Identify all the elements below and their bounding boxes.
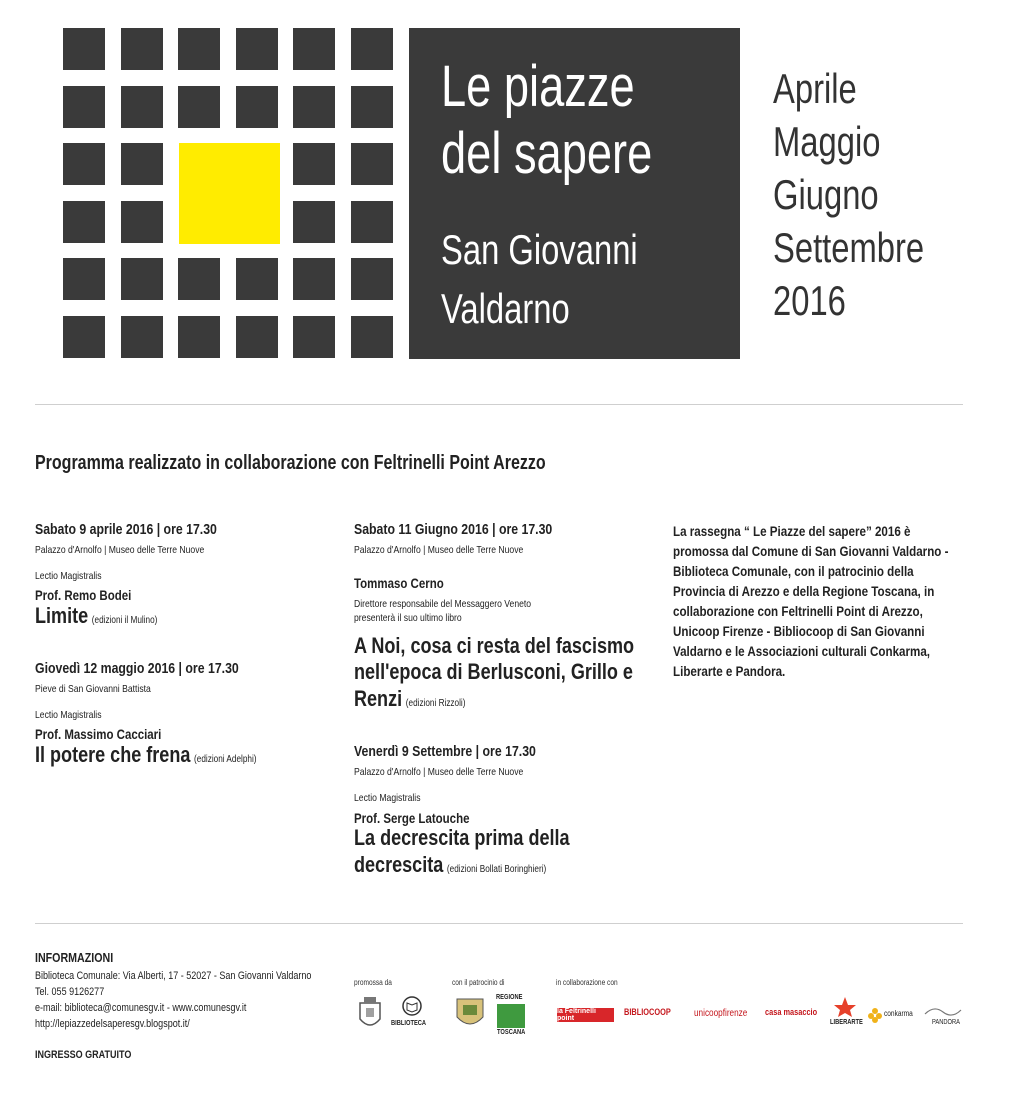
casa-masaccio-logo: casa masaccio [765,1007,818,1017]
event-label: Lectio Magistralis [354,792,421,804]
bibliocoop-logo: BIBLIOCOOP [624,1007,671,1017]
event-date: Sabato 9 aprile 2016 | ore 17.30 [35,521,217,538]
event-title: decrescita [354,852,444,877]
grid-square [63,143,105,185]
unicoop-logo: unicoopfirenze [694,1008,748,1019]
event-role: Direttore responsabile del Messaggero Veneto [354,598,532,610]
event-place: Palazzo d'Arnolfo | Museo delle Terre Nuove [35,544,205,556]
patronage-label: con il patrocinio di [452,978,505,987]
event-date: Venerdì 9 Settembre | ore 17.30 [354,743,536,760]
event-date: Sabato 11 Giugno 2016 | ore 17.30 [354,521,553,538]
biblioteca-book-icon [401,995,423,1017]
event-title: nell'epoca di Berlusconi, Grillo e [354,659,633,684]
event-label: Lectio Magistralis [35,709,102,721]
grid-square [121,86,163,128]
event-title: La decrescita prima della [354,825,570,850]
grid-square [178,86,220,128]
info-entry: INGRESSO GRATUITO [35,1049,132,1061]
info-phone: Tel. 055 9126277 [35,986,105,998]
grid-square [293,258,335,300]
toscana-logo-text: TOSCANA [497,1029,526,1036]
event-edition: (edizioni il Mulino) [91,615,158,626]
liberarte-star-icon [833,996,857,1018]
grid-square [63,28,105,70]
grid-square [178,28,220,70]
grid-square [351,258,393,300]
grid-square [63,316,105,358]
event-place: Pieve di San Giovanni Battista [35,683,151,695]
event-edition: (edizioni Adelphi) [194,754,257,765]
event-role: presenterà il suo ultimo libro [354,612,462,624]
event-date: Giovedì 12 maggio 2016 | ore 17.30 [35,660,239,677]
info-title: INFORMAZIONI [35,950,114,965]
liberarte-logo-text: LIBERARTE [830,1019,863,1026]
conkarma-flower-icon [867,1007,883,1023]
info-address: Biblioteca Comunale: Via Alberti, 17 - 52027 - San Giovanni Valdarno [35,970,312,982]
grid-square [236,258,278,300]
toscana-pegasus-icon [497,1004,525,1028]
divider-top [35,404,963,405]
grid-square [236,316,278,358]
collaboration-label: in collaborazione con [556,978,618,987]
event-place: Palazzo d'Arnolfo | Museo delle Terre Nuove [354,766,524,778]
grid-square [293,28,335,70]
festival-description: La rassegna “ Le Piazze del sapere” 2016 è promossa dal Comune di San Giovanni Valdarno - Biblioteca Comunale, con il patrocinio della Provincia di Arezzo e della Regione Toscana, in collaborazione con Feltrinelli Point di Arezzo, Unicoop Firenze - Bibliocoop di San Giovanni Valdarno e le Associazioni culturali Conkarma, Liberarte e Pandora. [673,524,949,679]
event-title-row [354,686,465,712]
grid-square [236,28,278,70]
event-title-row [354,852,546,878]
year-item: 2016 [773,277,846,324]
event-edition: (edizioni Bollati Boringhieri) [446,864,547,875]
comune-crest-icon [355,995,385,1035]
grid-square [351,86,393,128]
place-line-2: Valdarno [441,285,570,332]
grid-square [293,143,335,185]
event-title-row [35,603,157,629]
event-title: Limite [35,603,89,628]
event-speaker: Prof. Remo Bodei [35,587,132,603]
title-line-1: Le piazze [441,54,635,119]
event-title: Renzi [354,686,403,711]
program-subtitle: Programma realizzato in collaborazione con Feltrinelli Point Arezzo [35,452,546,474]
yellow-square [179,143,280,244]
grid-square [63,258,105,300]
grid-square [351,28,393,70]
grid-square [293,316,335,358]
grid-square [178,258,220,300]
event-title: A Noi, cosa ci resta del fascismo [354,633,635,658]
title-box [409,28,740,359]
grid-square [121,201,163,243]
event-speaker: Prof. Serge Latouche [354,810,470,826]
provincia-crest-icon [453,993,487,1033]
place-line-1: San Giovanni [441,226,638,273]
grid-square [63,86,105,128]
event-label: Lectio Magistralis [35,570,102,582]
event-title-row [35,742,257,768]
event-speaker: Tommaso Cerno [354,575,444,591]
regione-logo-text: REGIONE [496,994,523,1001]
header-grid-logo [63,28,409,359]
event-title: Il potere che frena [35,742,191,767]
month-item: Aprile [773,65,857,112]
event-place: Palazzo d'Arnolfo | Museo delle Terre Nuove [354,544,524,556]
month-item: Maggio [773,118,881,165]
info-email-link[interactable]: e-mail: biblioteca@comunesgv.it - www.comunesgv.it [35,1002,247,1014]
info-blog-link[interactable]: http://lepiazzedelsaperesgv.blogspot.it/ [35,1018,190,1030]
month-item: Settembre [773,224,925,271]
grid-square [121,258,163,300]
feltrinelli-logo: la Feltrinelli point [557,1008,614,1022]
months-list [773,62,967,327]
grid-square [121,143,163,185]
grid-square [178,316,220,358]
event-speaker: Prof. Massimo Cacciari [35,726,162,742]
grid-square [63,201,105,243]
month-item: Giugno [773,171,879,218]
title-line-2: del sapere [441,121,653,186]
biblioteca-logo-text: BIBLIOTECA [391,1020,427,1027]
pandora-logo-text: PANDORA [932,1019,960,1026]
pandora-wave-icon [924,1004,962,1018]
grid-square [351,316,393,358]
grid-square [293,86,335,128]
conkarma-logo-text: conkarma [884,1009,913,1018]
grid-square [293,201,335,243]
divider-bottom [35,923,963,924]
grid-square [121,316,163,358]
grid-square [351,201,393,243]
event-edition: (edizioni Rizzoli) [405,698,466,709]
grid-square [236,86,278,128]
promoted-by-label: promossa da [354,978,392,987]
grid-square [351,143,393,185]
grid-square [121,28,163,70]
